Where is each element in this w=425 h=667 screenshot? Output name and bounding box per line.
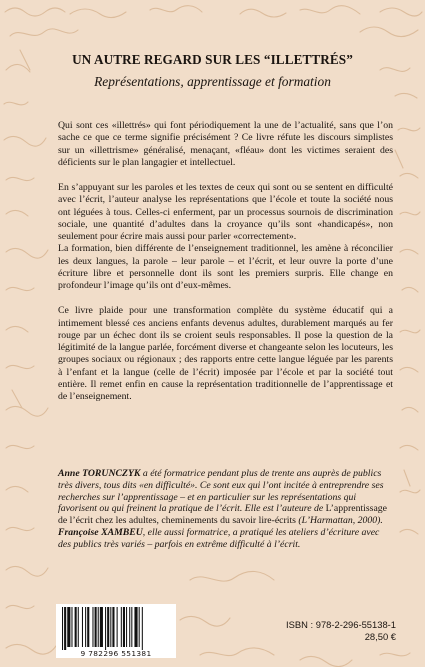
author-bios (58, 468, 393, 551)
bio-text: , elle aussi formatrice, a pratiqué les ateliers d’écriture avec des publics très variés – parfois en extrême difficulté à l’écrit. (58, 526, 380, 550)
author-name: Françoise XAMBEU (58, 526, 143, 538)
barcode-bar (95, 607, 97, 647)
barcode-bar (92, 607, 93, 647)
barcode-bar (117, 607, 118, 647)
barcode-bar (129, 607, 130, 647)
barcode-bar (100, 607, 103, 647)
barcode-bar (131, 607, 132, 647)
author-bio (58, 527, 393, 551)
price: 28,50 € (364, 631, 396, 642)
barcode-bar (87, 607, 89, 647)
barcode-bar (110, 607, 111, 647)
barcode-bar (71, 607, 72, 647)
bio-text: a été formatrice pendant plus de trente ans auprès de publics très divers, tous dits «en difficulté». Ce sont eux qui l’ont incitée à entreprendre ses recherches sur l’apprentissage – et en particulier sur les représentations qui favorisent ou qui freinent la pratique de l’écrit. Elle est l’auteure de (58, 468, 384, 515)
author-name: Anne TORUNCZYK (58, 468, 141, 479)
barcode-bar (82, 607, 83, 647)
barcode-bar (85, 607, 86, 647)
book-reference: L’apprentissage de l’écrit chez les adultes, cheminements du savoir lire-écrits (58, 503, 387, 527)
barcode-bar (142, 607, 143, 650)
barcode-bar (98, 607, 99, 647)
header (0, 52, 425, 90)
barcode-bars (56, 604, 176, 650)
book-subtitle: Représentations, apprentissage et formation (94, 74, 331, 89)
barcode-bar (107, 607, 109, 647)
bio-text: (L’Harmattan, 2000). (295, 515, 383, 527)
back-cover-text (58, 120, 393, 416)
paragraph: Ce livre plaide pour une transformation complète du système éducatif qui a intimement blessé ces anciens enfants devenus adultes, durablement marqués au fer rouge par un échec dont ils se croient seuls responsables. Il pose la question de la légitimité de la langue parlée, forcément diverse et changeante selon les locuteurs, les groupes sociaux ou régionaux ; des rapports entre cette langue léguée par les parents à l’enfant et la langue (celle de l’écrit) imposée par l’école et par la société tout entière. Il remet enfin en cause la représentation traditionnelle de l’apprentissage et de l’enseignement. (58, 305, 393, 402)
paragraph: En s’appuyant sur les paroles et les textes de ceux qui sont ou se sentent en difficulté avec l’écrit, l’auteur analyse les représentations que l’école et toute la société nous ont léguées à tous. Celles-ci enferment, par un processus sournois de discrimination sociale, une quantité d’adultes dans la croyance qu’ils sont «handicapés», non seulement pour écrire mais aussi pour parler «correctement». (58, 182, 393, 242)
barcode-bar (123, 607, 125, 647)
barcode-bar (75, 607, 77, 647)
barcode-bar (62, 607, 63, 650)
barcode (56, 604, 176, 660)
barcode-bar (134, 607, 137, 647)
paragraph: Qui sont ces «illettrés» qui font périodiquement la une de l’actualité, sans que l’on sache ce que ce terme signifie précisément ? Ce livre réfute les discours simplistes sur un «illettrisme» généralisé, menaçant, «fléau» dont les victimes seraient des déficients sur le plan langagier et intellectuel. (58, 120, 393, 168)
barcode-bar (105, 607, 106, 650)
barcode-bar (67, 607, 70, 647)
barcode-number: 9 782296 551381 (56, 650, 176, 658)
barcode-bar (126, 607, 127, 647)
book-title: UN AUTRE REGARD SUR LES “ILLETTRÉS” (72, 52, 353, 67)
barcode-bar (121, 607, 122, 647)
isbn: ISBN : 978-2-296-55138-1 (286, 619, 396, 630)
barcode-bar (139, 607, 140, 647)
barcode-bar (78, 607, 79, 647)
barcode-bar (112, 607, 114, 647)
paragraph: La formation, bien différente de l’enseignement traditionnel, les amène à réconcilier les deux langues, la parole – leur parole – et l’écrit, et leur ouvre la porte d’une écriture libre et personnelle dont ils sont les premiers surpris. Elle change en profondeur l’image qu’ils ont d’eux-mêmes. (58, 243, 393, 291)
barcode-bar (64, 607, 66, 650)
author-bio (58, 468, 393, 527)
